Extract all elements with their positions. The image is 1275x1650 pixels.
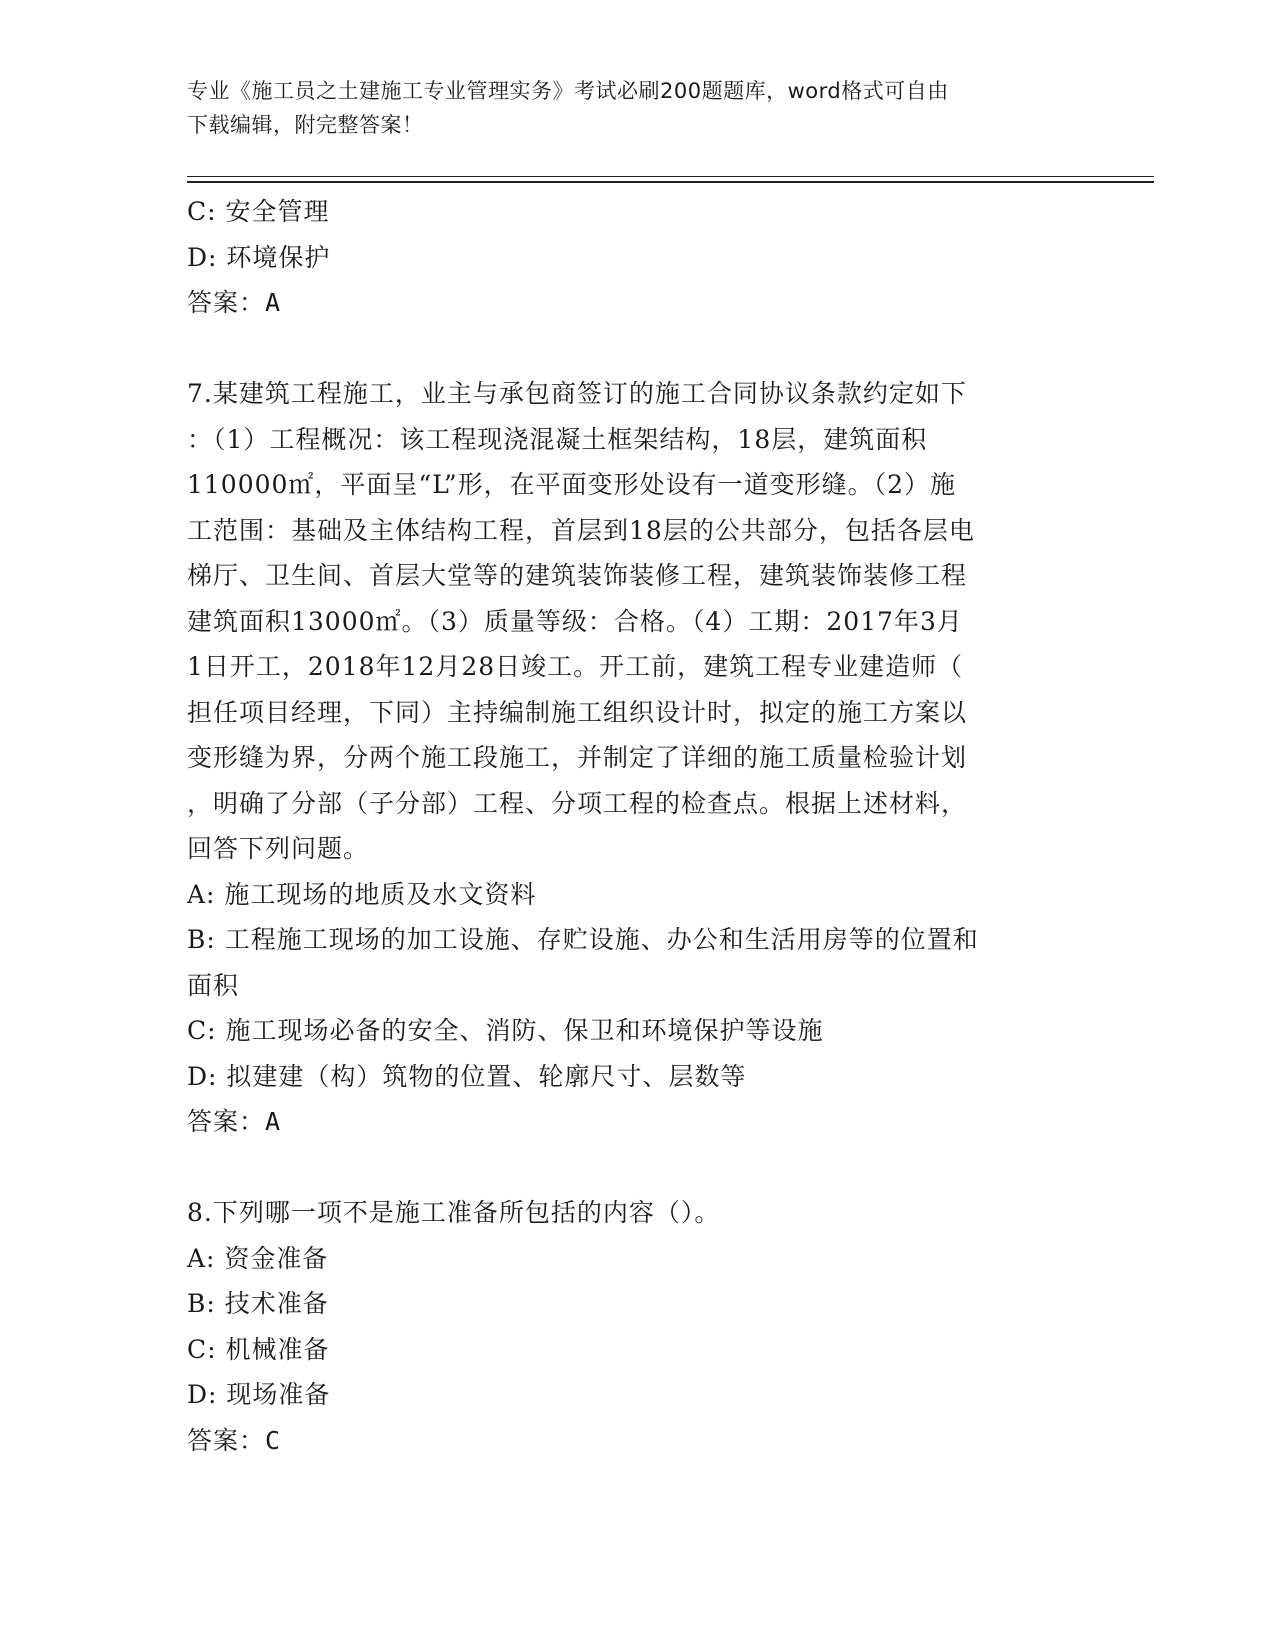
- q8-option-d: D: 现场准备: [187, 1380, 331, 1409]
- page-header: [187, 74, 1067, 142]
- q8-option-b: B: 技术准备: [187, 1289, 329, 1318]
- q8-option-c: C: 机械准备: [187, 1334, 330, 1364]
- q7-stem-line: 担任项目经理，下同）主持编制施工组织设计时，拟定的施工方案以: [187, 697, 968, 727]
- header-divider-thick: [187, 181, 1154, 183]
- q8-answer-label: 答案：: [187, 1425, 266, 1455]
- spacer: [187, 1145, 1077, 1191]
- q8-answer: [187, 1418, 1077, 1464]
- q7-option-d: D: 拟建建（构）筑物的位置、轮廓尺寸、层数等: [187, 1061, 747, 1091]
- q8-answer-value: C: [265, 1425, 282, 1455]
- q6-answer-value: A: [265, 288, 282, 317]
- q6-option-c: C: 安全管理: [187, 197, 330, 226]
- q7-option-b-line-2: 面积: [187, 970, 240, 1000]
- q7-answer: [187, 1099, 1077, 1145]
- q7-stem-line: 7.某建筑工程施工，业主与承包商签订的施工合同协议条款约定如下: [187, 379, 967, 408]
- header-line-1: 专业《施工员之土建施工专业管理实务》考试必刷200题题库，word格式可自由: [187, 79, 949, 103]
- q7-answer-value: A: [265, 1107, 282, 1136]
- q7-option-a: A: 施工现场的地质及水文资料: [187, 879, 537, 909]
- q7-stem-line: 梯厅、卫生间、首层大堂等的建筑装饰装修工程，建筑装饰装修工程: [187, 561, 968, 590]
- q7-stem-line: 建筑面积13000㎡。（3）质量等级：合格。（4）工期：2017年3月: [187, 606, 963, 636]
- q7-option-b-line-1: B: 工程施工现场的加工设施、存贮设施、办公和生活用房等的位置和: [187, 925, 979, 954]
- question-content: [187, 189, 1077, 1463]
- q7-stem-line: ：（1）工程概况：该工程现浇混凝土框架结构，18层，建筑面积: [187, 424, 928, 454]
- header-divider-thin: [187, 176, 1154, 177]
- q7-answer-label: 答案：: [187, 1107, 266, 1136]
- q6-answer-label: 答案：: [187, 288, 266, 317]
- q7-stem-line: 1日开工，2018年12月28日竣工。开工前，建筑工程专业建造师（: [187, 652, 964, 681]
- q6-option-d: D: 环境保护: [187, 242, 331, 272]
- q6-answer: [187, 280, 1077, 326]
- q7-stem-line: 回答下列问题。: [187, 834, 370, 863]
- q7-stem: [187, 371, 1077, 872]
- q7-stem-line: 变形缝为界，分两个施工段施工，并制定了详细的施工质量检验计划: [187, 743, 968, 772]
- q7-stem-line: 工范围：基础及主体结构工程，首层到18层的公共部分，包括各层电: [187, 515, 975, 545]
- spacer: [187, 326, 1077, 372]
- q7-option-c: C: 施工现场必备的安全、消防、保卫和环境保护等设施: [187, 1016, 824, 1045]
- q8-stem: 8.下列哪一项不是施工准备所包括的内容（）。: [187, 1198, 721, 1227]
- header-line-2: 下载编辑，附完整答案！: [187, 113, 424, 137]
- q8-option-a: A: 资金准备: [187, 1243, 329, 1273]
- q7-stem-line: ，明确了分部（子分部）工程、分项工程的检查点。根据上述材料，: [187, 788, 968, 818]
- q7-stem-line: 110000㎡，平面呈“L”形，在平面变形处设有一道变形缝。（2）施: [187, 470, 957, 499]
